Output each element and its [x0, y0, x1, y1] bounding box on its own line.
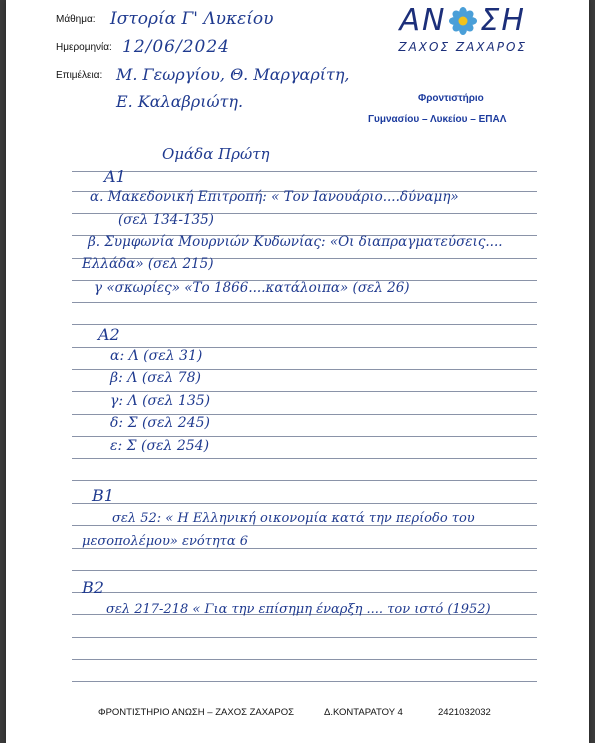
a2-item: γ: Λ (σελ 135): [110, 393, 211, 409]
editors-line-1: Μ. Γεωργίου, Θ. Μαργαρίτη,: [116, 65, 350, 84]
b2-line-1: σελ 217-218 « Για την επίσημη έναρξη .... τον ιστό (1952): [106, 602, 491, 617]
date-label: Ημερομηνία:: [56, 42, 112, 53]
a1-line-1: α. Μακεδονική Επιτροπή: « Τον Ιανουάριο....δύναμη»: [90, 189, 459, 205]
ruled-line: [72, 324, 537, 325]
ruled-line: [72, 458, 537, 459]
subject-value: Ιστορία Γ' Λυκείου: [110, 9, 274, 29]
a2-item: β: Λ (σελ 78): [110, 370, 201, 386]
logo-text-right: ΣΗ: [480, 3, 526, 38]
ruled-line: [72, 302, 537, 303]
heading-b2: Β2: [82, 578, 104, 597]
footer-name: ΦΡΟΝΤΙΣΤΗΡΙΟ ΑΝΩΣΗ – ΖΑΧΟΣ ΖΑΧΑΡΟΣ: [98, 707, 295, 718]
ruled-line: [72, 659, 537, 660]
subject-label: Μάθημα:: [56, 14, 96, 25]
ruled-line: [72, 681, 537, 682]
a1-line-3: β. Συμφωνία Μουρνιών Κυδωνίας: «Οι διαπραγματεύσεις....: [88, 234, 503, 250]
answer-sheet: [6, 0, 589, 743]
a2-item: α: Λ (σελ 31): [110, 348, 203, 364]
b1-line-2: μεσοπολέμου» ενότητα 6: [82, 534, 249, 549]
b1-line-1: σελ 52: « Η Ελληνική οικονομία κατά την περίοδο του: [112, 511, 475, 526]
a1-line-5: γ «σκωρίες» «Το 1866....κατάλοιπα» (σελ 26): [94, 280, 410, 296]
ruled-line: [72, 503, 537, 504]
editors-label: Επιμέλεια:: [56, 70, 103, 81]
flower-icon: [448, 6, 478, 36]
tagline-1: Φροντιστήριο: [418, 93, 484, 104]
group-title: Ομάδα Πρώτη: [162, 145, 270, 163]
footer-address: Δ.ΚΟΝΤΑΡΑΤΟΥ 4: [324, 707, 403, 718]
ruled-line: [72, 480, 537, 481]
brand-logo: [398, 4, 527, 38]
a2-item: ε: Σ (σελ 254): [110, 438, 210, 454]
ruled-line: [72, 592, 537, 593]
date-value: 12/06/2024: [122, 37, 230, 57]
brand-block: [398, 4, 527, 54]
ruled-line: [72, 436, 537, 437]
editors-line-2: Ε. Καλαβριώτη.: [116, 92, 244, 111]
ruled-line: [72, 570, 537, 571]
tagline-2: Γυμνασίου – Λυκείου – ΕΠΑΛ: [368, 114, 507, 125]
logo-text-left: ΑΝ: [399, 3, 447, 38]
a1-line-4: Ελλάδα» (σελ 215): [82, 256, 214, 272]
ruled-line: [72, 637, 537, 638]
a1-line-2: (σελ 134-135): [118, 212, 214, 228]
a2-item: δ: Σ (σελ 245): [110, 415, 210, 431]
heading-a2: Α2: [98, 325, 120, 344]
ruled-line: [72, 391, 537, 392]
ruled-line: [72, 171, 537, 172]
heading-a1: Α1: [104, 167, 126, 186]
footer-phone: 2421032032: [438, 707, 491, 718]
brand-subtitle: ΖΑΧΟΣ ΖΑΧΑΡΟΣ: [398, 40, 527, 54]
heading-b1: Β1: [92, 486, 114, 505]
